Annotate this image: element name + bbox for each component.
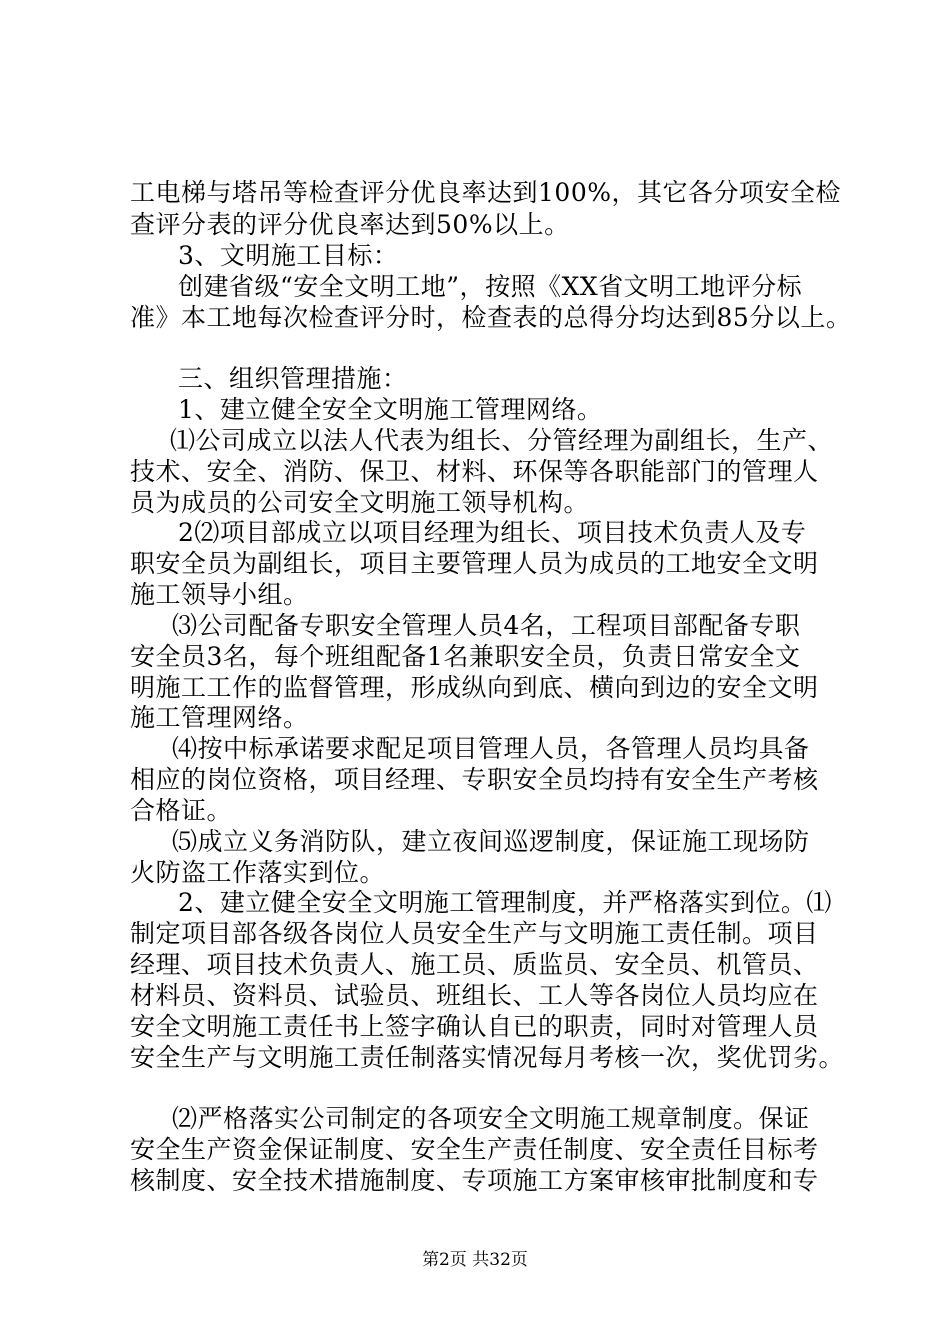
text-line: ⑸成立义务消防队，建立夜间巡逻制度，保证施工现场防 <box>172 827 810 856</box>
text-line: 准》本工地每次检查评分时，检查表的总得分均达到85分以上。 <box>130 303 852 332</box>
text-line: 安全生产资金保证制度、安全生产责任制度、安全责任目标考 <box>130 1135 819 1164</box>
text-line: 施工管理网络。 <box>130 703 309 732</box>
text-line: 安全员3名，每个班组配备1名兼职安全员，负责日常安全文 <box>130 642 801 671</box>
text-line: 核制度、安全技术措施制度、专项施工方案审核审批制度和专 <box>130 1166 819 1195</box>
text-line: 制定项目部各级各岗位人员安全生产与文明施工责任制。项目 <box>130 919 819 948</box>
text-line: ⑶公司配备专职安全管理人员4名，工程项目部配备专职 <box>172 611 801 640</box>
text-line: 技术、安全、消防、保卫、材料、环保等各职能部门的管理人 <box>130 457 819 486</box>
text-line: 相应的岗位资格，项目经理、专职安全员均持有安全生产考核 <box>130 765 819 794</box>
text-line: 火防盗工作落实到位。 <box>130 858 386 887</box>
text-line: 2⑵项目部成立以项目经理为组长、项目技术负责人及专 <box>178 518 807 547</box>
text-line: 职安全员为副组长，项目主要管理人员为成员的工地安全文明 <box>130 549 819 578</box>
text-line: 经理、项目技术负责人、施工员、质监员、安全员、机管员、 <box>130 950 819 979</box>
section-heading: 三、组织管理措施： <box>178 364 408 393</box>
text-line: 施工领导小组。 <box>130 580 309 609</box>
text-line: 创建省级“安全文明工地”，按照《XX省文明工地评分标 <box>178 272 803 301</box>
text-line: 1、建立健全安全文明施工管理网络。 <box>178 395 603 424</box>
text-line: 工电梯与塔吊等检查评分优良率达到100%，其它各分项安全检 <box>130 178 841 207</box>
text-line: 明施工工作的监督管理，形成纵向到底、横向到边的安全文明 <box>130 673 819 702</box>
text-line: 查评分表的评分优良率达到50%以上。 <box>130 210 570 239</box>
text-line: 合格证。 <box>130 796 233 825</box>
text-line: 2、建立健全安全文明施工管理制度，并严格落实到位。⑴ <box>178 888 832 917</box>
text-line: 安全文明施工责任书上签字确认自已的职责，同时对管理人员 <box>130 1012 819 1041</box>
text-line: 材料员、资料员、试验员、班组长、工人等各岗位人员均应在 <box>130 981 819 1010</box>
text-line: ⑷按中标承诺要求配足项目管理人员，各管理人员均具备 <box>172 734 810 763</box>
text-line: ⑴公司成立以法人代表为组长、分管经理为副组长，生产、 <box>170 426 834 455</box>
text-line: 员为成员的公司安全文明施工领导机构。 <box>130 488 590 517</box>
page-number-footer: 第2页 共32页 <box>422 1250 528 1270</box>
text-line: 安全生产与文明施工责任制落实情况每月考核一次，奖优罚劣。 <box>130 1043 845 1072</box>
text-line: 3、文明施工目标： <box>178 241 399 270</box>
text-line: ⑵严格落实公司制定的各项安全文明施工规章制度。保证 <box>172 1104 810 1133</box>
